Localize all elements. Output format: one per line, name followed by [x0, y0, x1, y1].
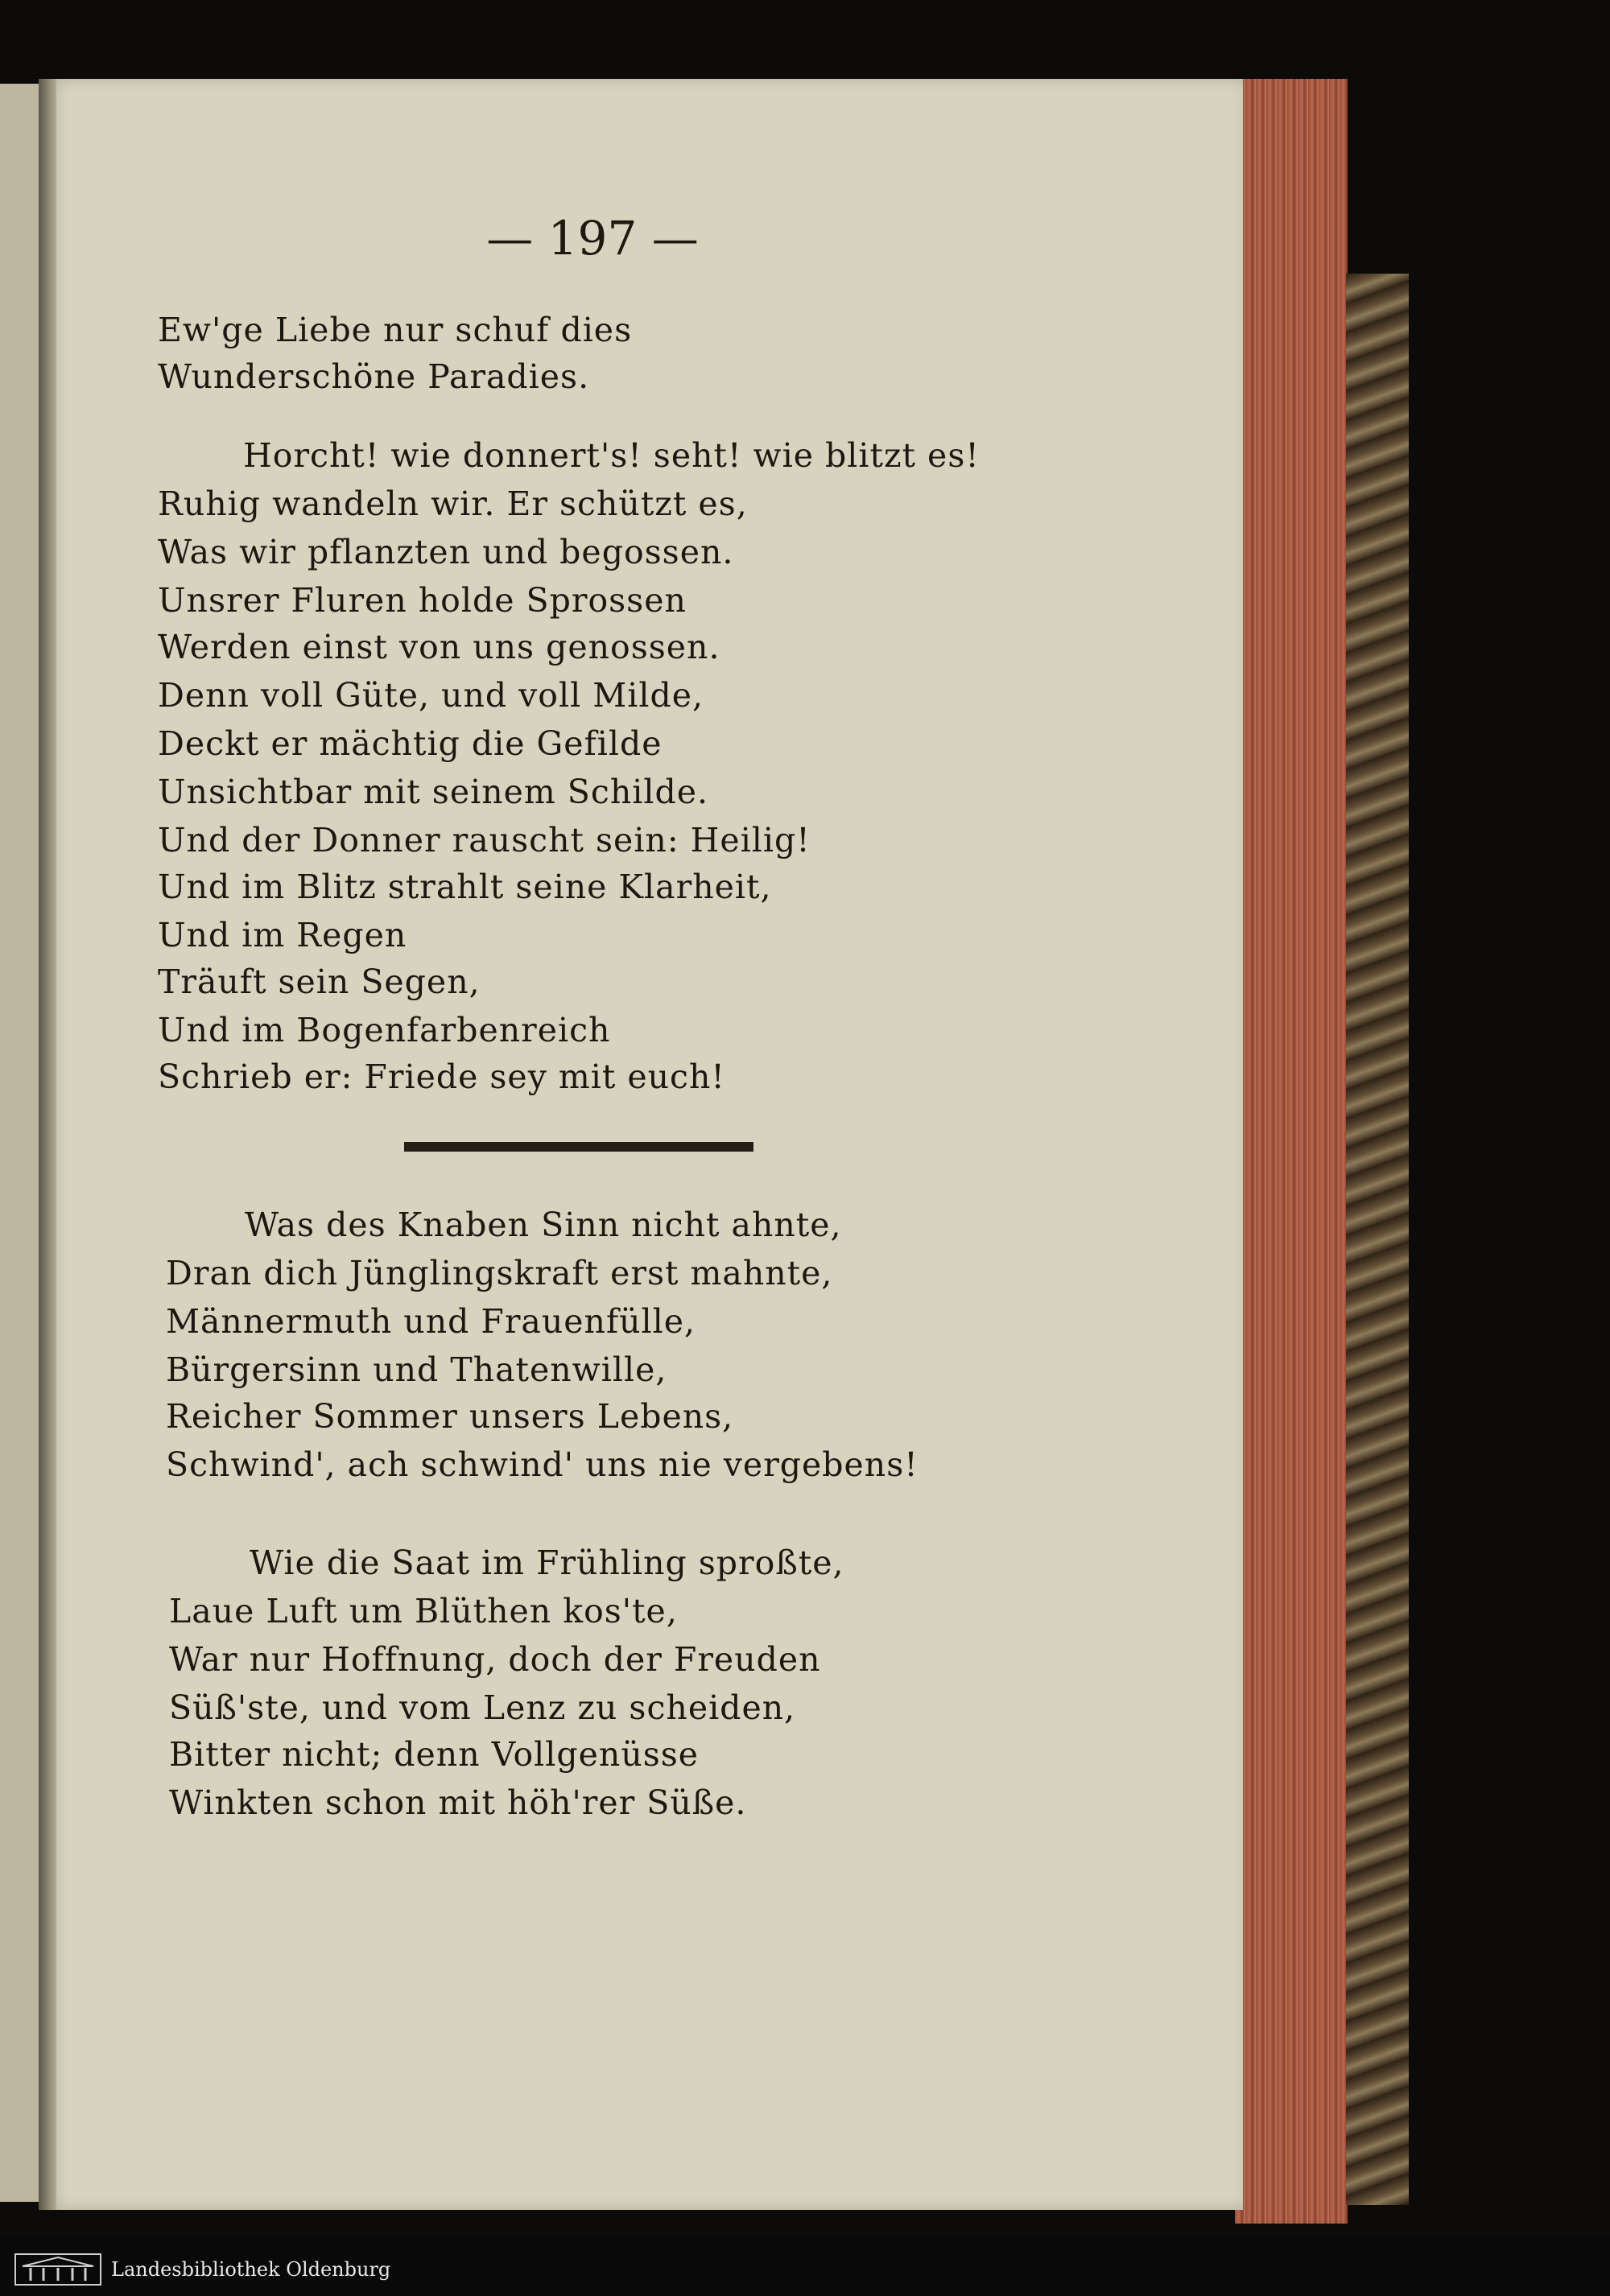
poem-line: Träuft sein Segen,	[158, 963, 481, 1001]
poem-line: Schrieb er: Friede sey mit euch!	[158, 1057, 725, 1096]
poem-line: Denn voll Güte, und voll Milde,	[158, 676, 704, 715]
poem-line: Männermuth und Frauenfülle,	[166, 1302, 696, 1341]
poem-line: Süß'ste, und vom Lenz zu scheiden,	[169, 1688, 796, 1727]
poem-line: Dran dich Jünglingskraft erst mahnte,	[166, 1254, 833, 1292]
poem-line: Und der Donner rauscht sein: Heilig!	[158, 821, 811, 859]
poem-line: Unsichtbar mit seinem Schilde.	[158, 773, 708, 811]
poem-line: Horcht! wie donnert's! seht! wie blitzt es!	[243, 436, 980, 475]
poem-line: Und im Bogenfarbenreich	[158, 1011, 611, 1049]
poem-line: Ruhig wandeln wir. Er schützt es,	[158, 484, 748, 523]
page-block-edge	[1235, 79, 1348, 2224]
poem-line: Winkten schon mit höh'rer Süße.	[169, 1783, 747, 1822]
book-gutter	[39, 79, 56, 2210]
poem-line: Und im Blitz strahlt seine Klarheit,	[158, 868, 772, 906]
section-divider	[404, 1142, 753, 1152]
poem-line: Bürgersinn und Thatenwille,	[166, 1350, 667, 1389]
poem-line: Was des Knaben Sinn nicht ahnte,	[245, 1206, 842, 1244]
page-number: — 197 —	[486, 211, 699, 266]
poem-line: Was wir pflanzten und begossen.	[158, 533, 734, 571]
marbled-cover	[1346, 274, 1409, 2205]
library-name: Landesbibliothek Oldenburg	[111, 2258, 391, 2281]
poem-line: Wie die Saat im Frühling sproßte,	[250, 1544, 844, 1582]
poem-line: Deckt er mächtig die Gefilde	[158, 724, 663, 763]
poem-line: Wunderschöne Paradies.	[158, 357, 590, 396]
poem-line: Unsrer Fluren holde Sprossen	[158, 581, 687, 620]
poem-line: Ew'ge Liebe nur schuf dies	[158, 311, 633, 349]
poem-line: Und im Regen	[158, 916, 407, 954]
poem-line: Werden einst von uns genossen.	[158, 628, 720, 666]
poem-line: Reicher Sommer unsers Lebens,	[166, 1397, 734, 1436]
poem-line: War nur Hoffnung, doch der Freuden	[169, 1640, 821, 1679]
library-building-icon	[14, 2253, 101, 2286]
poem-line: Laue Luft um Blüthen kos'te,	[169, 1592, 678, 1630]
poem-line: Bitter nicht; denn Vollgenüsse	[169, 1735, 700, 1774]
poem-line: Schwind', ach schwind' uns nie vergebens!	[166, 1445, 919, 1484]
